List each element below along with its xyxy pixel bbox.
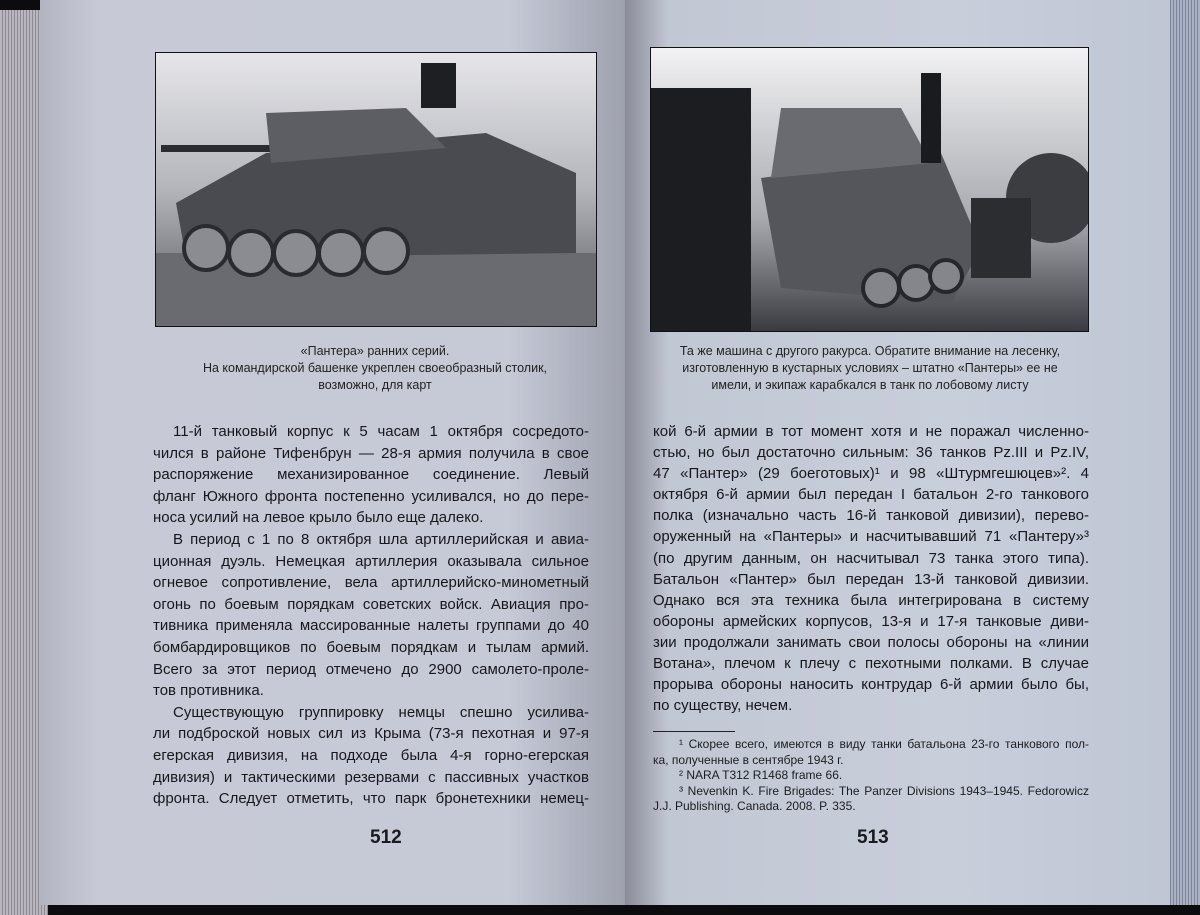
text-line: фронта. Следует отметить, что парк бронетехники немец-: [153, 790, 589, 808]
text-line: стью, но был достаточно сильным: 36 танков Pz.III и Pz.IV,: [653, 444, 1089, 462]
caption-line: имели, и экипаж карабкался в танк по лобовому листу: [711, 378, 1029, 392]
text-line: огневое сопротивление, вела артиллерийско-минометный: [153, 574, 589, 592]
photo-panther-tank-side: [155, 52, 597, 327]
text-line: дивизия) и тактическими резервами с пассивных участков: [153, 768, 589, 786]
book-page-edges-right: [1165, 0, 1200, 905]
text-line: егерская дивизия, на подходе была 4-я горно-егерская: [153, 746, 589, 764]
text-line: обороны армейских корпусов, 13-я и 17-я танковые диви-: [653, 612, 1089, 630]
page-number: 513: [857, 827, 889, 848]
footnote-line: ³ Nevenkin K. Fire Brigades: The Panzer Divisions 1943–1945. Fedorowicz: [679, 783, 1089, 798]
photo-caption: [155, 343, 595, 394]
text-line: зии продолжали занимать свои полосы обороны на «линии: [653, 633, 1089, 651]
text-line: Всего за этот период отмечено до 2900 самолето-проле-: [153, 660, 589, 678]
text-line: Батальон «Пантер» был передан 13-й танковой дивизии.: [653, 570, 1089, 588]
photo-panther-tank-front: [650, 47, 1089, 332]
text-line: ли подброской новых сил из Крыма (73-я пехотная и 97-я: [153, 725, 589, 743]
text-line: бомбардировщиков по боевым порядкам и тылам армий.: [153, 638, 589, 656]
footnote-line: J.J. Publishing. Canada. 2008. P. 335.: [653, 799, 856, 813]
footnote-separator: [653, 731, 735, 732]
photo-caption: [640, 343, 1100, 394]
page-512: [40, 0, 625, 905]
footnote-line: ² NARA T312 R1468 frame 66.: [679, 768, 843, 782]
body-text: [153, 421, 589, 810]
text-line: 47 «Пантер» (29 боеготовых)¹ и 98 «Штурмгешюцев»². 4: [653, 465, 1089, 483]
text-line: полка (изначально часть 16-й танковой дивизии), перево-: [653, 507, 1089, 525]
text-line: ционная дуэль. Немецкая артиллерия оказывала сильное: [153, 552, 589, 570]
text-line: огонь по боевым порядкам советских войск. Авиация про-: [153, 595, 589, 613]
caption-line: «Пантера» ранних серий.: [300, 344, 450, 358]
footnote-line: ¹ Скорее всего, имеются в виду танки батальона 23-го танкового пол-: [679, 737, 1089, 751]
text-line: Вотана», плечом к плечу с пехотными полками. В случае: [653, 655, 1089, 673]
text-line: прорыва обороны наносить контрудар 6-й армии было бы,: [653, 676, 1089, 694]
page-number: 512: [370, 827, 402, 848]
text-line: Существующую группировку немцы спешно усилива-: [173, 703, 589, 721]
caption-line: На командирской башенке укреплен своеобразный столик,: [202, 361, 548, 375]
text-line: тивника применяла массированные налеты группами до 40: [153, 617, 589, 635]
body-text: [653, 421, 1089, 716]
text-line: (по другим данным, он насчитывал 73 танка этого типа).: [653, 549, 1089, 567]
text-line: В период с 1 по 8 октября шла артиллерийская и авиа-: [173, 530, 589, 548]
text-line: октября 6-й армии был передан I батальон 2-го танкового: [653, 486, 1089, 504]
text-line: Однако вся эта техника была интегрирована в систему: [653, 591, 1089, 609]
text-line: оруженный на «Пантеры» и насчитывавший 71 «Пантеру»³: [653, 528, 1089, 546]
text-line: фланг Южного фронта постепенно усиливался, но до пере-: [153, 487, 589, 505]
text-line: кой 6-й армии в тот момент хотя и не поражал численно-: [653, 423, 1089, 440]
caption-line: Та же машина с другого ракурса. Обратите внимание на лесенку,: [679, 344, 1061, 358]
text-line: тов противника.: [153, 682, 264, 700]
footnote-line: ка, полученные в сентябре 1943 г.: [653, 752, 844, 767]
text-line: чился в районе Тифенбрун — 28-я армия получила в свое: [153, 444, 589, 462]
text-line: по существу, нечем.: [653, 697, 793, 715]
caption-line: изготовленную в кустарных условиях – штатно «Пантеры» ее не: [682, 361, 1058, 375]
footnotes: [653, 737, 1089, 815]
text-line: 11-й танковый корпус к 5 часам 1 октября сосредото-: [173, 423, 589, 440]
caption-line: возможно, для карт: [318, 378, 432, 392]
page-513: [625, 0, 1170, 905]
text-line: распоряжение механизированное соединение. Левый: [153, 466, 589, 484]
text-line: носа усилий на левое крыло было еще далеко.: [153, 509, 484, 527]
